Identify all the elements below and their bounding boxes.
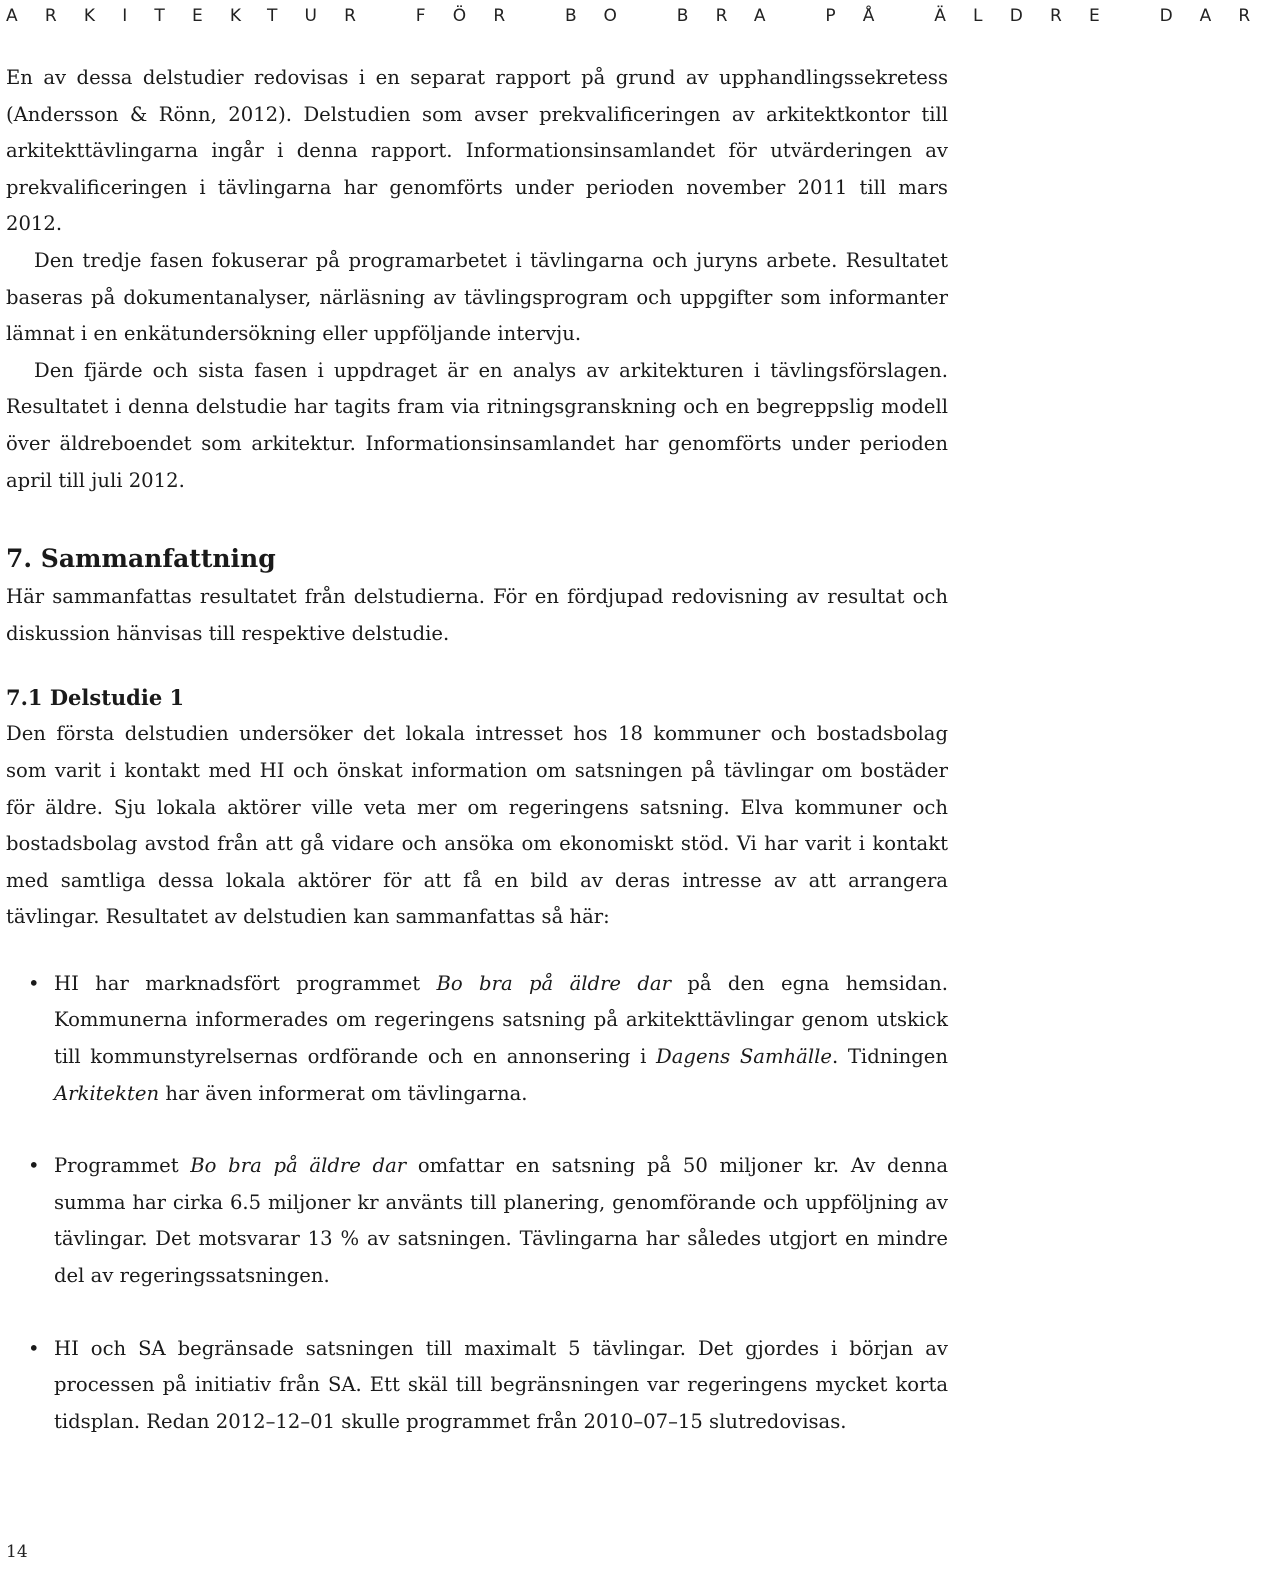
running-header: ARKITEKTUR FÖR BO BRA PÅ ÄLDRE DAR (6, 6, 1277, 26)
bullet-text: HI har marknadsfört programmet (54, 971, 437, 995)
program-title: Bo bra på äldre dar (190, 1154, 407, 1178)
list-item (6, 1148, 948, 1294)
bullet-icon: • (28, 1336, 40, 1360)
section-heading-7: 7. Sammanfattning (6, 544, 276, 574)
section-heading-7-1: 7.1 Delstudie 1 (6, 685, 185, 711)
bullet-list (6, 966, 948, 1441)
bullet-text: . Tidningen (832, 1045, 949, 1069)
list-item (6, 966, 948, 1112)
page-number: 14 (6, 1542, 28, 1562)
bullet-icon: • (28, 1154, 40, 1178)
bullet-icon: • (28, 971, 40, 995)
section-7-1-text: Den första delstudien undersöker det lokala intresset hos 18 kommuner och bostadsbolag som varit i kontakt med HI och önskat information om satsningen på tävlingar om bostäder för äldre. Sju lokala aktörer ville veta mer om regeringens satsning. Elva kommuner och bostadsbolag avstod från att gå vidare och ansöka om ekonomiskt stöd. Vi har varit i kontakt med samtliga dessa lokala aktörer för att få en bild av deras intresse av att arrangera tävlingar. Resultatet av delstudien kan sammanfattas så här: (6, 722, 948, 929)
bullet-text: har även informerat om tävlingarna. (159, 1081, 528, 1105)
bullet-text: HI och SA begränsade satsningen till maximalt 5 tävlingar. Det gjordes i början av processen på initiativ från SA. Ett skäl till begränsningen var regeringens mycket korta tidsplan. Redan 2012–12–01 skulle programmet från 2010–07–15 slutredovisas. (54, 1336, 948, 1433)
program-title: Bo bra på äldre dar (436, 971, 671, 995)
intro-paragraph: En av dessa delstudier redovisas i en separat rapport på grund av upphandlingssekretess (Andersson & Rönn, 2012). Delstudien som avser prekvalificeringen av arkitektkontor till arkitekttävlingarna ingår i denna rapport. Informationsinsamlandet för utvärderingen av prekvalificeringen i tävlingarna har genomförts under perioden november 2011 till mars 2012. (6, 66, 948, 236)
section-7-text: Här sammanfattas resultatet från delstudierna. För en fördjupad redovisning av resultat och diskussion hänvisas till respektive delstudie. (6, 585, 948, 645)
publication-title: Arkitekten (54, 1081, 160, 1105)
intro-paragraph: Den fjärde och sista fasen i uppdraget är en analys av arkitekturen i tävlingsförslagen. Resultatet i denna delstudie har tagits fram via ritningsgranskning och en begreppslig modell över äldreboendet som arkitektur. Informationsinsamlandet har genomförts under perioden april till juli 2012. (6, 358, 948, 492)
page-body (6, 60, 948, 1476)
publication-title: Dagens Samhälle (656, 1045, 832, 1069)
list-item (6, 1331, 948, 1441)
intro-paragraph: Den tredje fasen fokuserar på programarbetet i tävlingarna och juryns arbete. Resultatet baseras på dokumentanalyser, närläsning av tävlingsprogram och uppgifter som informanter lämnat i en enkätundersökning eller uppföljande intervju. (6, 248, 948, 346)
bullet-text: Programmet (54, 1154, 191, 1178)
bullet-text: på den egna hemsidan. Kommunerna informerades om regeringens satsning på arkitekttävlingar genom utskick till kommunstyrelsernas ordförande och en annonsering i (54, 971, 948, 1069)
bullet-text: omfattar en satsning på 50 miljoner kr. Av denna summa har cirka 6.5 miljoner kr använts till planering, genomförande och uppföljning av tävlingar. Det motsvarar 13 % av satsningen. Tävlingarna har således utgjort en mindre del av regeringssatsningen. (54, 1154, 949, 1288)
